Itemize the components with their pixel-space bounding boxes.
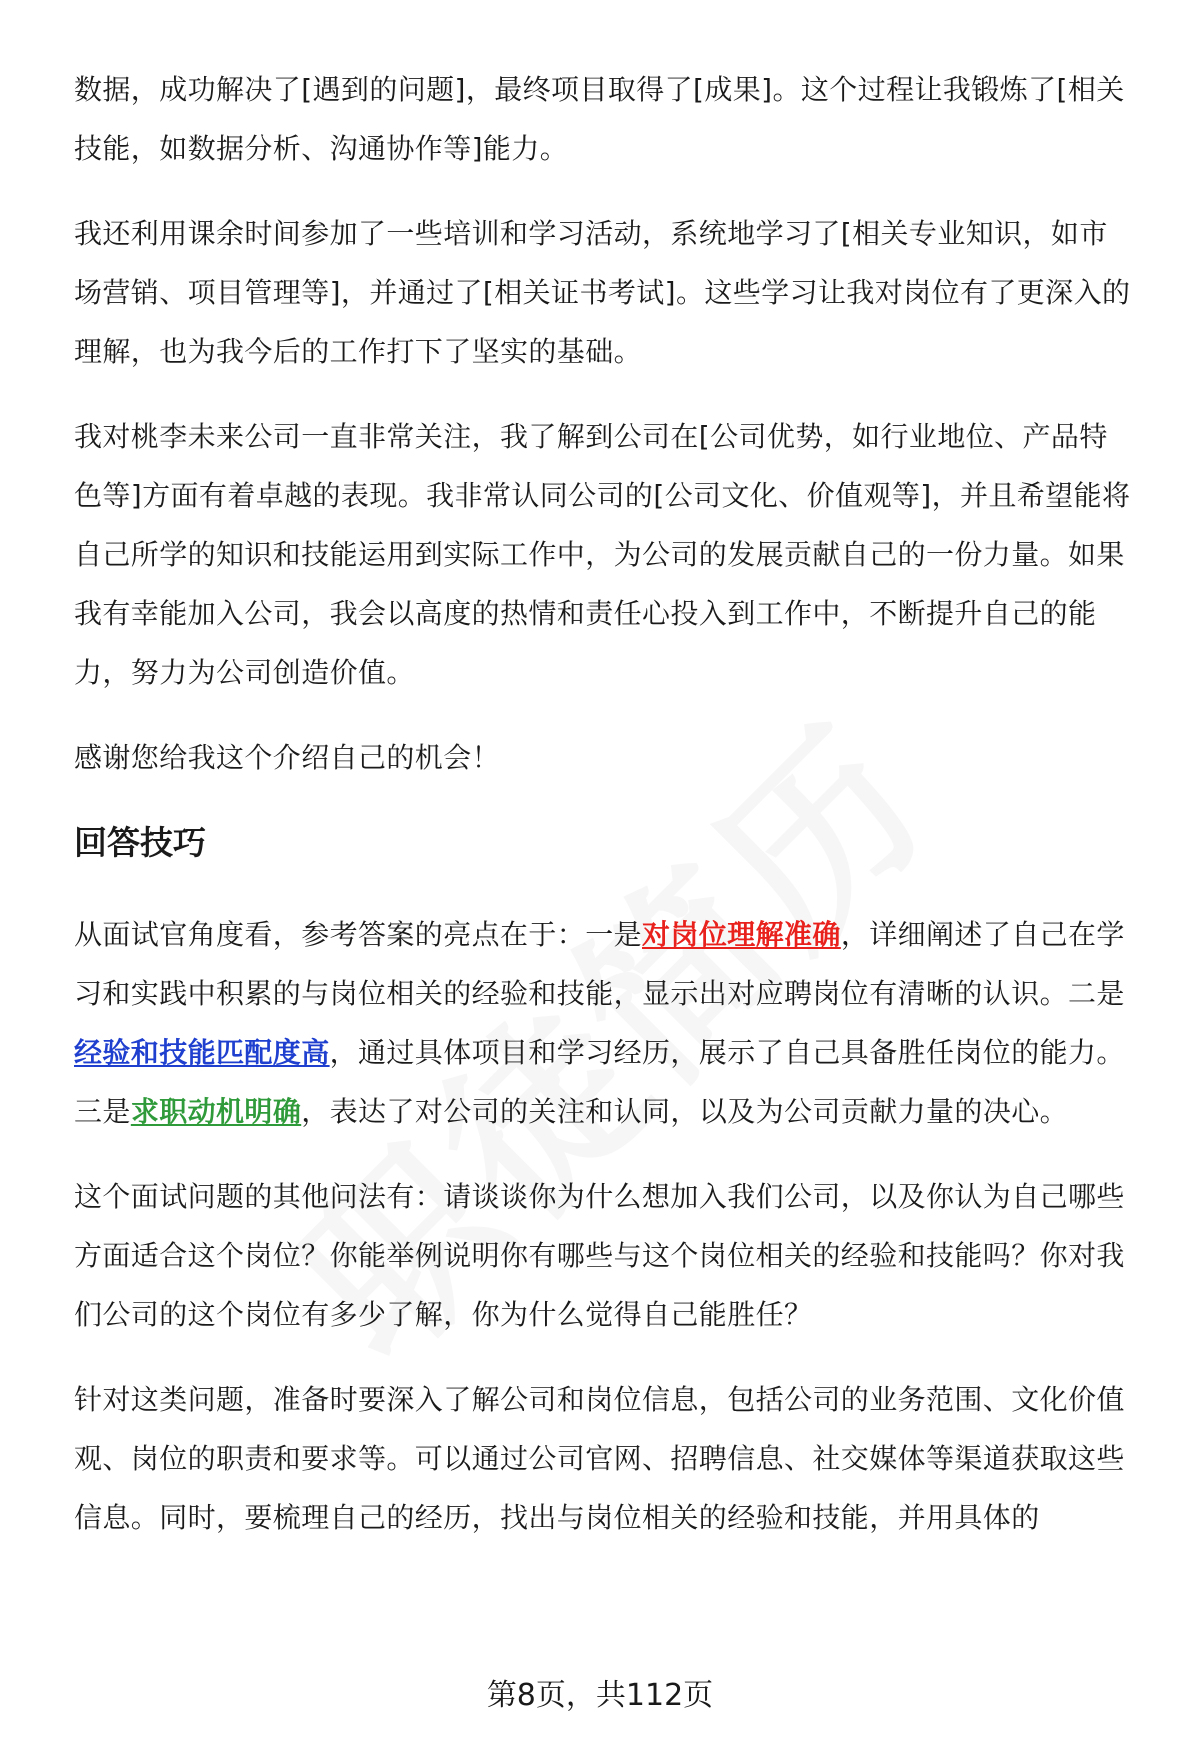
paragraph-thanks: 感谢您给我这个介绍自己的机会！ xyxy=(74,741,501,774)
highlight-motivation: 求职动机明确 xyxy=(130,1095,302,1128)
tips-text-1: 从面试官角度看，参考答案的亮点在于：一是 xyxy=(74,918,643,951)
document-body xyxy=(74,60,1134,1573)
paragraph-training: 我还利用课余时间参加了一些培训和学习活动，系统地学习了[相关专业知识，如市场营销、项目管理等]，并通过了[相关证书考试]。这些学习让我对岗位有了更深入的理解，也为我今后的工作打下了坚实的基础。 xyxy=(74,217,1131,368)
paragraph-project-result: 数据，成功解决了[遇到的问题]，最终项目取得了[成果]。这个过程让我锻炼了[相关技能，如数据分析、沟通协作等]能力。 xyxy=(74,73,1125,165)
tips-text-2: ，详细阐述了自己在学习和实践中积累的与岗位相关的经验和技能，显示出对应聘岗位有清晰的认识。二是 xyxy=(74,918,1125,1010)
paragraph-preparation: 针对这类问题，准备时要深入了解公司和岗位信息，包括公司的业务范围、文化价值观、岗位的职责和要求等。可以通过公司官网、招聘信息、社交媒体等渠道获取这些信息。同时，要梳理自己的经历，找出与岗位相关的经验和技能，并用具体的 xyxy=(74,1383,1125,1534)
highlight-skill-match: 经验和技能匹配度高 xyxy=(74,1036,330,1069)
tips-text-3: ，通过具体项目和学习经历，展示了自己具备胜任岗位的能力。三是 xyxy=(74,1036,1125,1128)
page-number: 第8页，共112页 xyxy=(486,1678,714,1713)
paragraph-alternative-questions: 这个面试问题的其他问法有：请谈谈你为什么想加入我们公司，以及你认为自己哪些方面适合这个岗位？你能举例说明你有哪些与这个岗位相关的经验和技能吗？你对我们公司的这个岗位有多少了解，你为什么觉得自己能胜任？ xyxy=(74,1180,1125,1331)
paragraph-company-interest: 我对桃李未来公司一直非常关注，我了解到公司在[公司优势，如行业地位、产品特色等]方面有着卓越的表现。我非常认同公司的[公司文化、价值观等]，并且希望能将自己所学的知识和技能运用到实际工作中，为公司的发展贡献自己的一份力量。如果我有幸能加入公司，我会以高度的热情和责任心投入到工作中，不断提升自己的能力，努力为公司创造价值。 xyxy=(74,420,1131,689)
section-heading: 回答技巧 xyxy=(74,823,206,862)
tips-text-4: ，表达了对公司的关注和认同，以及为公司贡献力量的决心。 xyxy=(301,1095,1069,1128)
paragraph-tips xyxy=(74,905,1134,1141)
highlight-understanding: 对岗位理解准确 xyxy=(642,918,841,951)
